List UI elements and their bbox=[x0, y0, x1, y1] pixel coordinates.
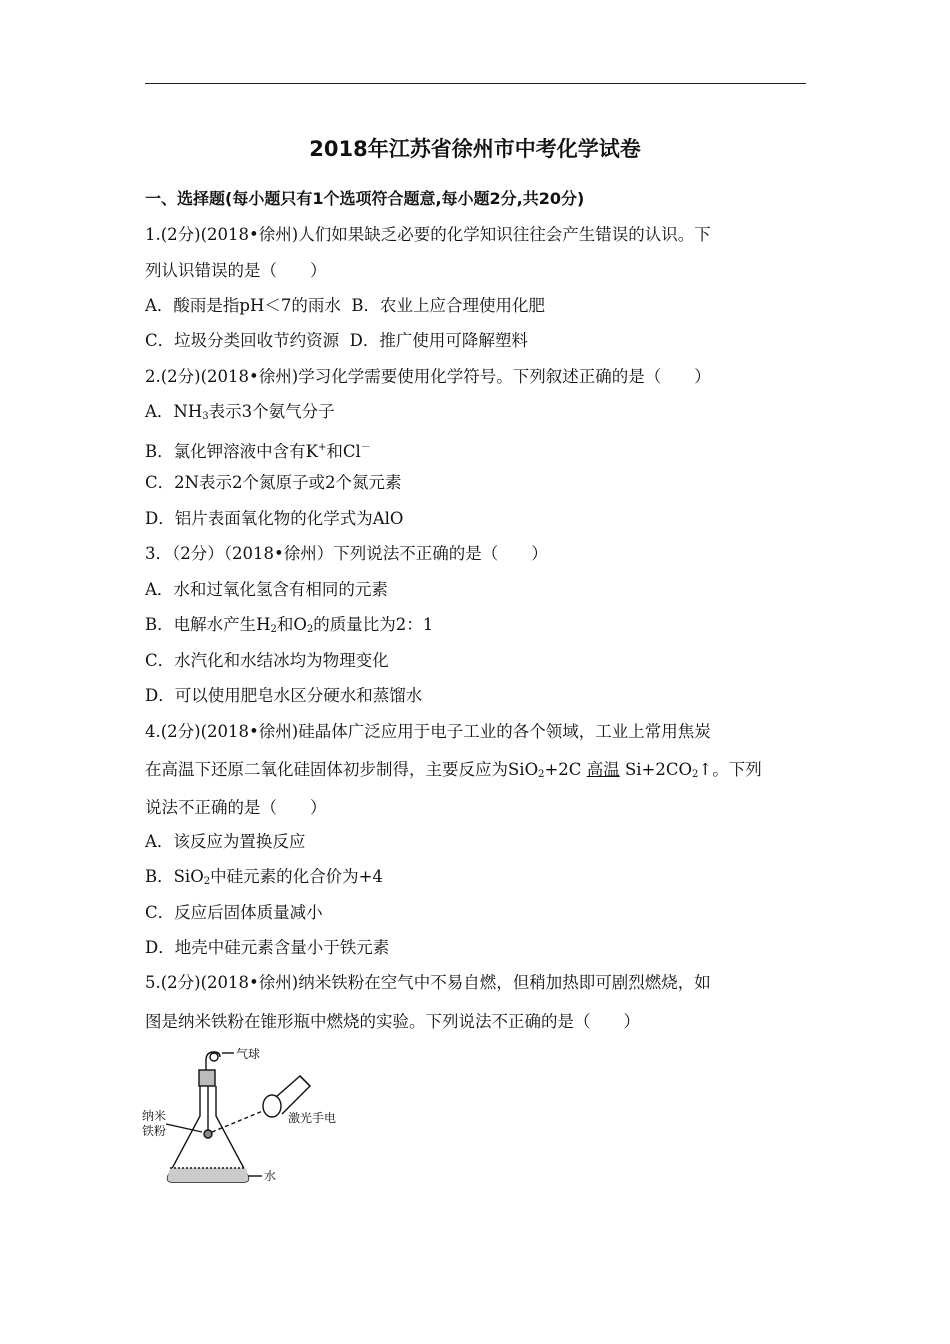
label-balloon: 气球 bbox=[236, 1047, 261, 1061]
q4-reaction-condition: 高温 bbox=[586, 760, 620, 779]
q3-option-b-text3: 的质量比为2：1 bbox=[313, 615, 434, 634]
q3-option-b-sub2: 2 bbox=[306, 624, 314, 635]
q3-option-b-text2: 和O bbox=[276, 615, 307, 634]
q2-option-c[interactable]: C．2N表示2个氮原子或2个氮元素 bbox=[145, 473, 402, 492]
q4-stem-sub1: 2 bbox=[538, 769, 545, 780]
q1-option-a[interactable]: A．酸雨是指pH＜7的雨水 bbox=[145, 296, 341, 315]
label-water: 水 bbox=[264, 1169, 277, 1183]
q4-stem-line3: 说法不正确的是（ ） bbox=[145, 798, 327, 817]
q1-stem-line1: 1.(2分)(2018•徐州)人们如果缺乏必要的化学知识往往会产生错误的认识。下 bbox=[145, 225, 711, 244]
header-rule bbox=[145, 83, 806, 84]
q4-option-d[interactable]: D．地壳中硅元素含量小于铁元素 bbox=[145, 938, 390, 957]
q4-option-c[interactable]: C．反应后固体质量减小 bbox=[145, 903, 323, 922]
q1-options-ab bbox=[145, 296, 545, 316]
q2-option-b-text1: B．氯化钾溶液中含有K bbox=[145, 442, 318, 461]
q1-options-cd bbox=[145, 331, 528, 351]
q5-stem-line1: 5.(2分)(2018•徐州)纳米铁粉在空气中不易自燃，但稍加热即可剧烈燃烧，如 bbox=[145, 973, 711, 992]
experiment-figure bbox=[140, 1046, 340, 1192]
q2-option-b-text2: 和Cl bbox=[326, 442, 361, 461]
q4-stem-text1: 在高温下还原二氧化硅固体初步制得，主要反应为SiO bbox=[145, 760, 539, 779]
q3-option-d[interactable]: D．可以使用肥皂水区分硬水和蒸馏水 bbox=[145, 686, 423, 705]
laser-beam bbox=[212, 1108, 270, 1132]
q1-stem-line2: 列认识错误的是（ ） bbox=[145, 261, 327, 280]
q1-option-c[interactable]: C．垃圾分类回收节约资源 bbox=[145, 331, 340, 350]
q4-option-b-sub: 2 bbox=[203, 876, 211, 887]
q2-option-a-sub: 3 bbox=[202, 411, 209, 422]
q2-option-b[interactable] bbox=[145, 438, 371, 462]
water-icon bbox=[168, 1168, 249, 1182]
q2-stem: 2.(2分)(2018•徐州)学习化学需要使用化学符号。下列叙述正确的是（ ） bbox=[145, 367, 711, 386]
q4-option-b-text2: 中硅元素的化合价为+4 bbox=[210, 867, 383, 886]
q4-stem-text4: ↑。下列 bbox=[698, 760, 762, 779]
q3-option-c[interactable]: C．水汽化和水结冰均为物理变化 bbox=[145, 651, 389, 670]
label-flashlight: 激光手电 bbox=[288, 1111, 337, 1125]
q2-option-b-sup2: － bbox=[360, 442, 371, 453]
q2-option-a-text2: 表示3个氨气分子 bbox=[208, 402, 335, 421]
iron-powder-icon bbox=[204, 1130, 212, 1138]
q4-stem-line1: 4.(2分)(2018•徐州)硅晶体广泛应用于电子工业的各个领域，工业上常用焦炭 bbox=[145, 722, 711, 741]
q4-stem-text3: Si+2CO bbox=[624, 760, 692, 779]
q4-stem-line2 bbox=[145, 760, 762, 785]
q2-option-d[interactable]: D．铝片表面氧化物的化学式为AlO bbox=[145, 509, 404, 528]
q3-option-b-sub1: 2 bbox=[270, 624, 277, 635]
label-nano-line2: 铁粉 bbox=[142, 1124, 167, 1138]
q3-option-b[interactable] bbox=[145, 615, 433, 640]
label-nano-line1: 纳米 bbox=[142, 1109, 167, 1123]
q2-option-a-text1: A．NH bbox=[145, 402, 203, 421]
page-title: 2018年江苏省徐州市中考化学试卷 bbox=[309, 137, 641, 161]
q1-option-b[interactable]: B．农业上应合理使用化肥 bbox=[351, 296, 546, 315]
q4-stem-text2: +2C bbox=[544, 760, 582, 779]
q1-option-d[interactable]: D．推广使用可降解塑料 bbox=[349, 331, 528, 350]
q3-stem: 3．（2分）（2018•徐州）下列说法不正确的是（ ） bbox=[145, 544, 548, 563]
q4-option-b[interactable] bbox=[145, 867, 383, 892]
q4-stem-sub2: 2 bbox=[692, 769, 699, 780]
q4-option-a[interactable]: A．该反应为置换反应 bbox=[145, 832, 306, 851]
balloon-icon bbox=[206, 1052, 220, 1070]
q5-stem-line2: 图是纳米铁粉在锥形瓶中燃烧的实验。下列说法不正确的是（ ） bbox=[145, 1012, 640, 1031]
q3-option-a[interactable]: A．水和过氧化氢含有相同的元素 bbox=[145, 580, 388, 599]
q3-option-b-text1: B．电解水产生H bbox=[145, 615, 271, 634]
q2-option-a[interactable] bbox=[145, 402, 335, 427]
q2-option-b-sup1: + bbox=[317, 442, 327, 453]
stopper-icon bbox=[199, 1070, 215, 1086]
section-heading: 一、选择题(每小题只有1个选项符合题意,每小题2分,共20分) bbox=[145, 189, 585, 208]
q4-option-b-text1: B．SiO bbox=[145, 867, 204, 886]
